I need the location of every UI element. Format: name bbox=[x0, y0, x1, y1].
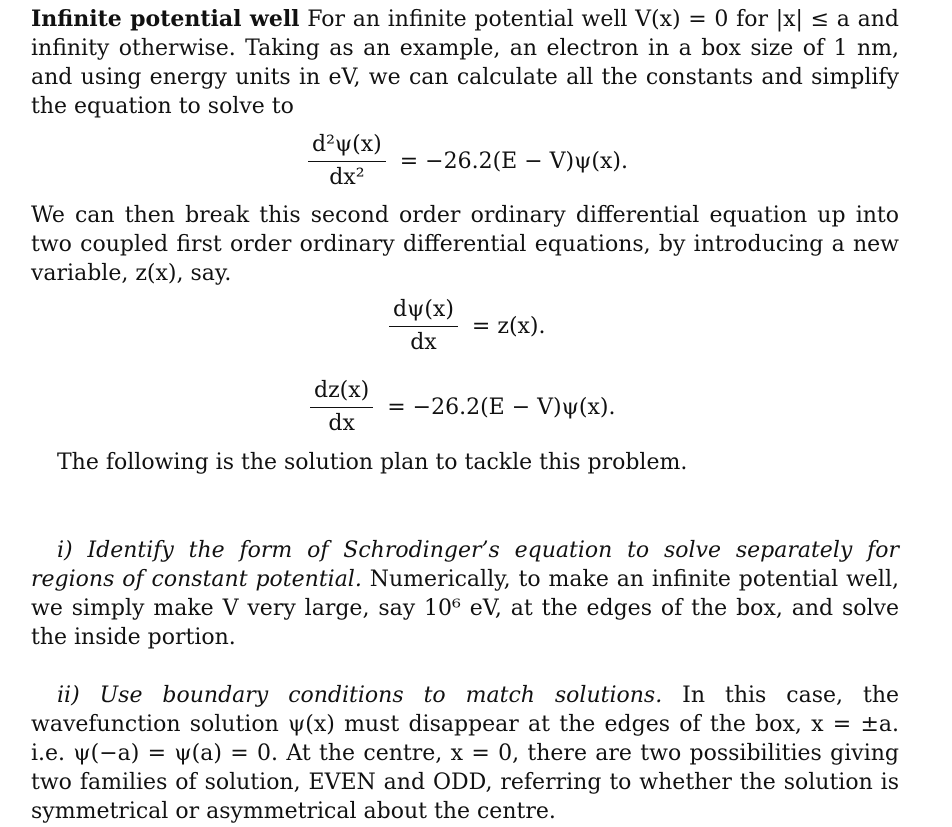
fraction-denominator: dx bbox=[410, 330, 437, 355]
fraction-denominator: dx bbox=[328, 411, 355, 436]
fraction bbox=[389, 297, 458, 356]
section-heading: Infinite potential well bbox=[31, 6, 300, 32]
paragraph-text: Numerically, to make an infinite potential well, we simply make V very large, say 10⁶ eV, at the edges of the box, and solve the inside portion. bbox=[31, 567, 899, 650]
paragraph-coupled-equations bbox=[31, 201, 899, 288]
step-lead: ii) Use boundary conditions to match solutions. bbox=[57, 683, 663, 708]
fraction-numerator: dψ(x) bbox=[389, 297, 458, 327]
equation-dpsi-dx bbox=[389, 297, 546, 356]
paragraph-infinite-potential-well bbox=[31, 5, 899, 121]
paragraph-step-one bbox=[31, 536, 899, 652]
paragraph-step-two bbox=[31, 681, 899, 826]
paragraph-text: The following is the solution plan to tackle this problem. bbox=[57, 450, 688, 475]
fraction bbox=[310, 378, 373, 437]
paragraph-solution-plan bbox=[31, 448, 899, 477]
fraction-denominator: dx² bbox=[329, 165, 365, 190]
equation-rhs: = −26.2(E − V)ψ(x). bbox=[387, 394, 616, 420]
paragraph-text: In this case, the wavefunction solution ψ(x) must disappear at the edges of the box, x = ±a. i.e. ψ(−a) = ψ(a) = 0. At the centre, x = 0, there are two possibilities giving two families of solution, EVEN and ODD, referring to whether the solution is symmetrical or asymmetrical about the centre. bbox=[31, 683, 900, 824]
paragraph-text: For an infinite potential well V(x) = 0 for |x| ≤ a and infinity otherwise. Taking as an example, an electron in a box size of 1 nm, and using energy units in eV, we can calculate all the constants and simplify the equation to solve to bbox=[31, 7, 899, 119]
equation-dz-dx bbox=[310, 378, 615, 437]
equation-rhs: = −26.2(E − V)ψ(x). bbox=[399, 148, 628, 174]
paragraph-text: We can then break this second order ordinary differential equation up into two coupled first order ordinary differential equations, by introducing a new variable, z(x), say. bbox=[31, 203, 899, 286]
fraction-numerator: dz(x) bbox=[310, 378, 373, 408]
equation-schrodinger-second-order bbox=[308, 132, 628, 191]
fraction-numerator: d²ψ(x) bbox=[308, 132, 386, 162]
equation-rhs: = z(x). bbox=[471, 313, 546, 339]
step-lead: i) Identify the form of Schrodinger’s equation to solve separately for regions of constant potential. bbox=[31, 538, 899, 592]
fraction bbox=[308, 132, 386, 191]
